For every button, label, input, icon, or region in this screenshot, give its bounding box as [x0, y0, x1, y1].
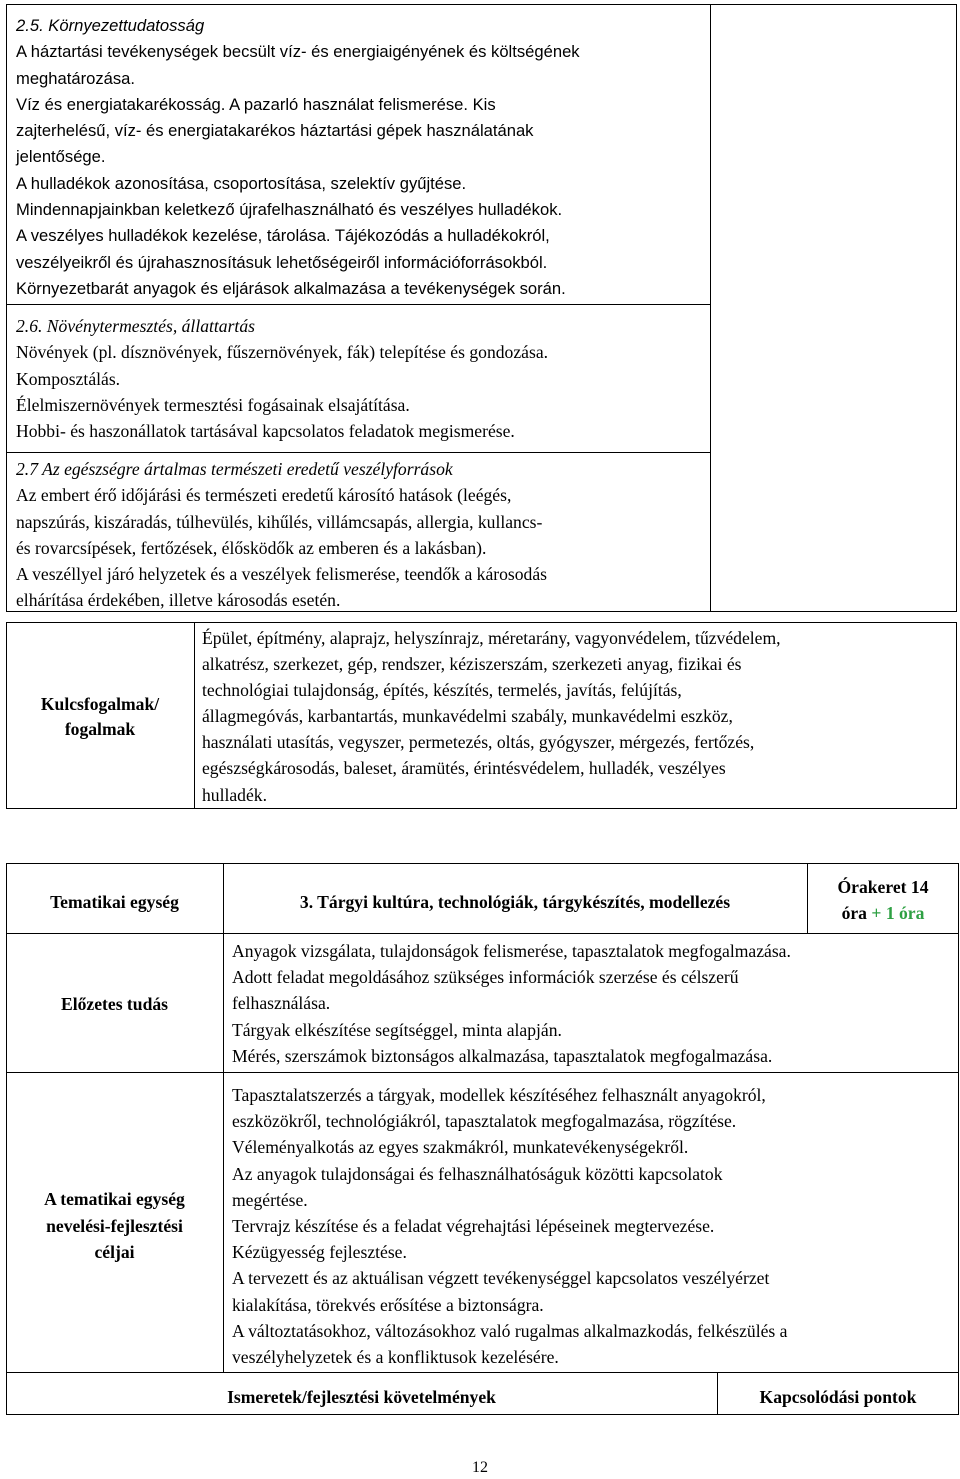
- text-line: Mindennapjainkban keletkező újrafelhasználható és veszélyes hulladékok.: [16, 200, 563, 220]
- prior-knowledge-label: Előzetes tudás: [60, 994, 169, 1014]
- divider-2-6: [6, 452, 711, 453]
- text-line: megértése.: [232, 1189, 308, 1210]
- text-line: veszélyeikről és újrahasznosításuk lehetőségeiről információforrásokból.: [16, 252, 548, 272]
- requirements-header: Ismeretek/fejlesztési követelmények: [227, 1387, 496, 1407]
- hour-budget-extra: + 1 óra: [871, 903, 925, 923]
- text-line: használati utasítás, vegyszer, permetezés, oltás, gyógyszer, mérgezés, fertőzés,: [202, 732, 755, 753]
- text-line: A háztartási tevékenységek becsült víz- és energiaigényének és költségének: [16, 42, 580, 62]
- text-line: elhárítása érdekében, illetve károsodás esetén.: [16, 590, 341, 611]
- text-line: Kulcsfogalmak/: [40, 694, 160, 714]
- right-column-divider: [710, 4, 711, 612]
- text-line: eszközökről, technológiákról, tapasztalatok megfogalmazása, rögzítése.: [232, 1111, 737, 1132]
- thematic-unit-title: 3. Tárgyi kultúra, technológiák, tárgykészítés, modellezés: [299, 892, 731, 912]
- text-line: A veszéllyel járó helyzetek és a veszélyek felismerése, teendők a károsodás: [16, 564, 548, 585]
- hour-budget: [807, 874, 959, 926]
- page-number: 12: [472, 1459, 488, 1476]
- text-line: A tematikai egység: [44, 1189, 185, 1209]
- text-line: állagmegóvás, karbantartás, munkavédelmi szabály, munkavédelmi eszköz,: [202, 706, 733, 727]
- section-2-6: [16, 313, 548, 444]
- text-line: A hulladékok azonosítása, csoportosítása, szelektív gyűjtése.: [16, 173, 467, 193]
- row-divider-celok: [6, 1372, 959, 1373]
- text-line: zajterhelésű, víz- és energiatakarékos háztartási gépek használatának: [16, 121, 534, 141]
- text-line: Tárgyak elkészítése segítséggel, minta alapján.: [232, 1019, 562, 1040]
- text-line: kialakítása, törekvés erősítése a biztonságra.: [232, 1294, 544, 1315]
- text-line: A tervezett és az aktuálisan végzett tevékenységgel kapcsolatos veszélyérzet: [232, 1268, 770, 1289]
- text-line: Adott feladat megoldásához szükséges információk szerzése és célszerű: [232, 967, 739, 988]
- text-line: Tapasztalatszerzés a tárgyak, modellek készítéséhez felhasznált anyagokról,: [232, 1085, 766, 1105]
- text-line: 2.5. Környezettudatosság: [16, 16, 205, 35]
- text-line: Környezetbarát anyagok és eljárások alkalmazása a tevékenységek során.: [16, 278, 566, 298]
- row-divider-header: [6, 933, 959, 934]
- text-line: fogalmak: [64, 719, 136, 739]
- text-line: Tervrajz készítése és a feladat végrehajtási lépéseinek megtervezése.: [232, 1216, 715, 1237]
- col-divider-label: [223, 863, 224, 1372]
- text-line: jelentősége.: [16, 147, 106, 167]
- key-concepts-text: [202, 625, 781, 808]
- text-line: Az embert érő időjárási és természeti eredetű károsító hatások (leégés,: [16, 485, 512, 506]
- text-line: Élelmiszernövények termesztési fogásainak elsajátítása.: [16, 394, 410, 415]
- text-line: Az anyagok tulajdonságai és felhasználhatóságuk közötti kapcsolatok: [232, 1163, 723, 1184]
- text-line: és rovarcsípések, fertőzések, élősködők az emberen és a lakásban).: [16, 537, 487, 558]
- text-line: hulladék.: [202, 784, 267, 805]
- text-line: nevelési-fejlesztési: [46, 1215, 183, 1236]
- goals-label: [6, 1186, 223, 1266]
- key-concepts-divider: [194, 622, 195, 809]
- section-2-5: [16, 13, 580, 302]
- text-line: céljai: [94, 1242, 135, 1262]
- text-line: Növények (pl. dísznövények, fűszernövények, fák) telepítése és gondozása.: [16, 342, 549, 363]
- thematic-unit-label: Tematikai egység: [50, 892, 179, 912]
- hour-budget-line1: Órakeret 14: [837, 877, 929, 897]
- text-line: veszélyhelyzetek és a konfliktusok kezelésére.: [232, 1347, 559, 1368]
- row-divider-elozetes: [6, 1072, 959, 1073]
- goals-text: [232, 1082, 787, 1370]
- text-line: A veszélyes hulladékok kezelése, tárolása. Tájékozódás a hulladékokról,: [16, 226, 550, 246]
- text-line: Hobbi- és haszonállatok tartásával kapcsolatos feladatok megismerése.: [16, 421, 515, 442]
- text-line: 2.6. Növénytermesztés, állattartás: [16, 316, 255, 336]
- text-line: Anyagok vizsgálata, tulajdonságok felismerése, tapasztalatok megfogalmazása.: [232, 941, 791, 961]
- text-line: egészségkárosodás, baleset, áramütés, érintésvédelem, hulladék, veszélyes: [202, 758, 726, 779]
- text-line: Épület, építmény, alaprajz, helyszínrajz, méretarány, vagyonvédelem, tűzvédelem,: [202, 628, 781, 648]
- prior-knowledge-text: [232, 938, 791, 1069]
- text-line: meghatározása.: [16, 68, 135, 88]
- key-concepts-label: [6, 692, 194, 742]
- text-line: Komposztálás.: [16, 368, 121, 389]
- text-line: 2.7 Az egészségre ártalmas természeti eredetű veszélyforrások: [16, 459, 453, 479]
- text-line: napszúrás, kiszáradás, túlhevülés, kihűlés, villámcsapás, allergia, kullancs-: [16, 511, 543, 532]
- text-line: Mérés, szerszámok biztonságos alkalmazása, tapasztalatok megfogalmazása.: [232, 1045, 773, 1066]
- text-line: Víz és energiatakarékosság. A pazarló használat felismerése. Kis: [16, 94, 496, 114]
- hour-budget-base: óra: [841, 903, 867, 923]
- section-2-7: [16, 456, 547, 614]
- connections-header: Kapcsolódási pontok: [759, 1387, 917, 1407]
- text-line: A változtatásokhoz, változásokhoz való rugalmas alkalmazkodás, felkészülés a: [232, 1320, 788, 1341]
- text-line: Kézügyesség fejlesztése.: [232, 1242, 407, 1263]
- text-line: Véleményalkotás az egyes szakmákról, munkatevékenységekről.: [232, 1137, 689, 1158]
- text-line: alkatrész, szerkezet, gép, rendszer, kéziszerszám, szerkezeti anyag, fizikai és: [202, 654, 742, 675]
- divider-2-5: [6, 304, 711, 305]
- text-line: technológiai tulajdonság, építés, készítés, termelés, javítás, felújítás,: [202, 680, 682, 701]
- text-line: felhasználása.: [232, 993, 331, 1014]
